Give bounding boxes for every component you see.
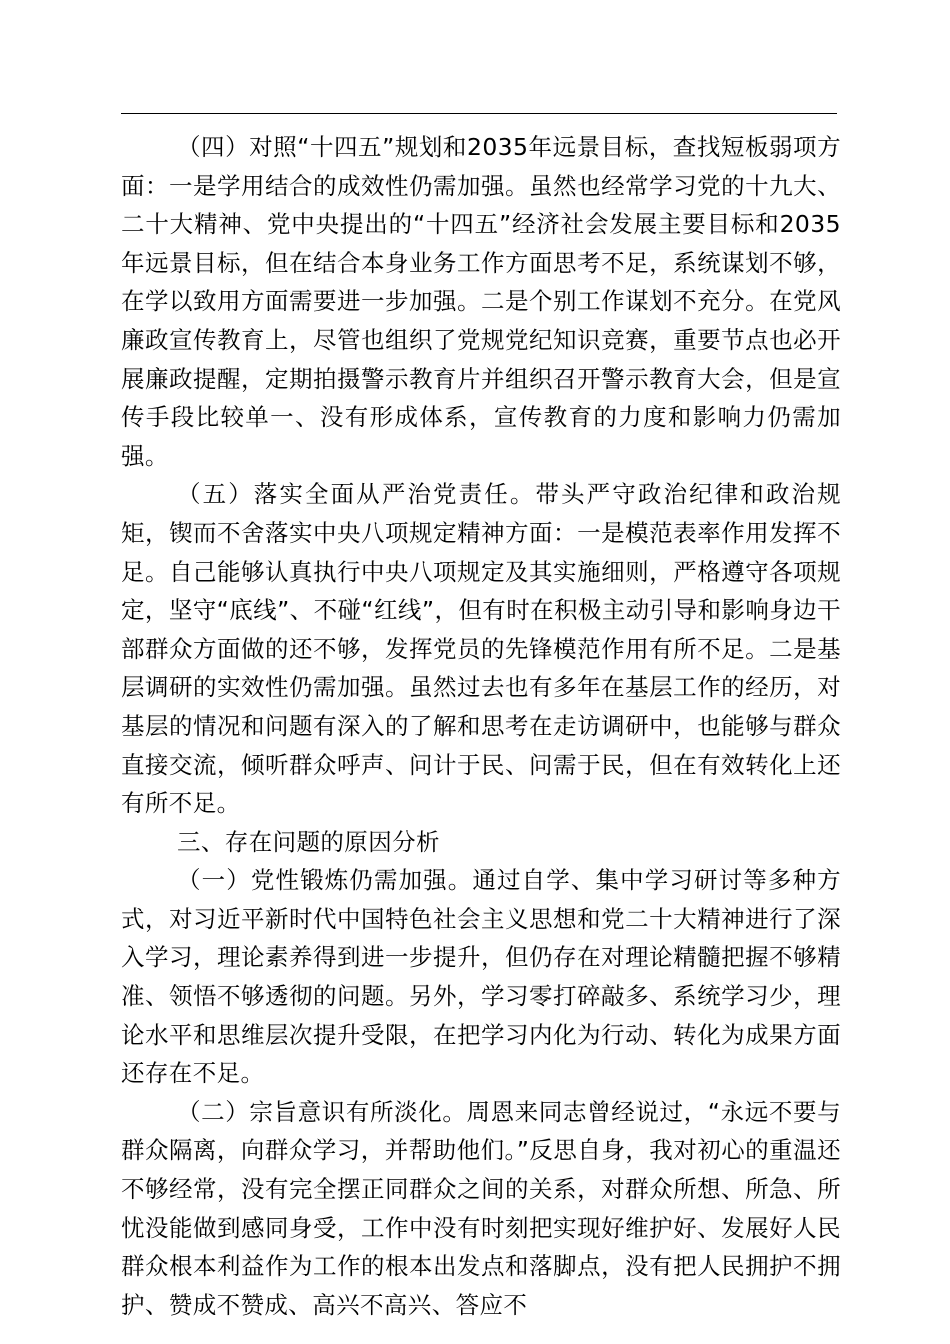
- document-body: [121, 128, 841, 1324]
- paragraph-cause-one: （一）党性锻炼仍需加强。通过自学、集中学习研讨等多种方式，对习近平新时代中国特色社会主义思想和党二十大精神进行了深入学习，理论素养得到进一步提升，但仍存在对理论精髓把握不够精准、领悟不够透彻的问题。另外，学习零打碎敲多、系统学习少，理论水平和思维层次提升受限，在把学习内化为行动、转化为成果方面还存在不足。: [121, 866, 841, 1088]
- header-rule: [121, 113, 837, 114]
- paragraph-section-four: （四）对照“十四五”规划和2035年远景目标，查找短板弱项方面：一是学用结合的成效性仍需加强。虽然也经常学习党的十九大、二十大精神、党中央提出的“十四五”经济社会发展主要目标和2035年远景目标，但在结合本身业务工作方面思考不足，系统谋划不够，在学以致用方面需要进一步加强。二是个别工作谋划不充分。在党风廉政宣传教育上，尽管也组织了党规党纪知识竞赛，重要节点也必开展廉政提醒，定期拍摄警示教育片并组织召开警示教育大会，但是宣传手段比较单一、没有形成体系，宣传教育的力度和影响力仍需加强。: [121, 133, 841, 470]
- section-heading-cause-analysis: 三、存在问题的原因分析: [177, 827, 440, 856]
- paragraph-cause-two: （二）宗旨意识有所淡化。周恩来同志曾经说过，“永远不要与群众隔离，向群众学习，并帮助他们。”反思自身，我对初心的重温还不够经常，没有完全摆正同群众之间的关系，对群众所想、所急、所忧没能做到感同身受，工作中没有时刻把实现好维护好、发展好人民群众根本利益作为工作的根本出发点和落脚点，没有把人民拥护不拥护、赞成不赞成、高兴不高兴、答应不: [121, 1097, 841, 1319]
- paragraph-section-five: （五）落实全面从严治党责任。带头严守政治纪律和政治规矩，锲而不舍落实中央八项规定精神方面：一是模范表率作用发挥不足。自己能够认真执行中央八项规定及其实施细则，严格遵守各项规定，坚守“底线”、不碰“红线”，但有时在积极主动引导和影响身边干部群众方面做的还不够，发挥党员的先锋模范作用有所不足。二是基层调研的实效性仍需加强。虽然过去也有多年在基层工作的经历，对基层的情况和问题有深入的了解和思考在走访调研中，也能够与群众直接交流，倾听群众呼声、问计于民、问需于民，但在有效转化上还有所不足。: [121, 480, 841, 818]
